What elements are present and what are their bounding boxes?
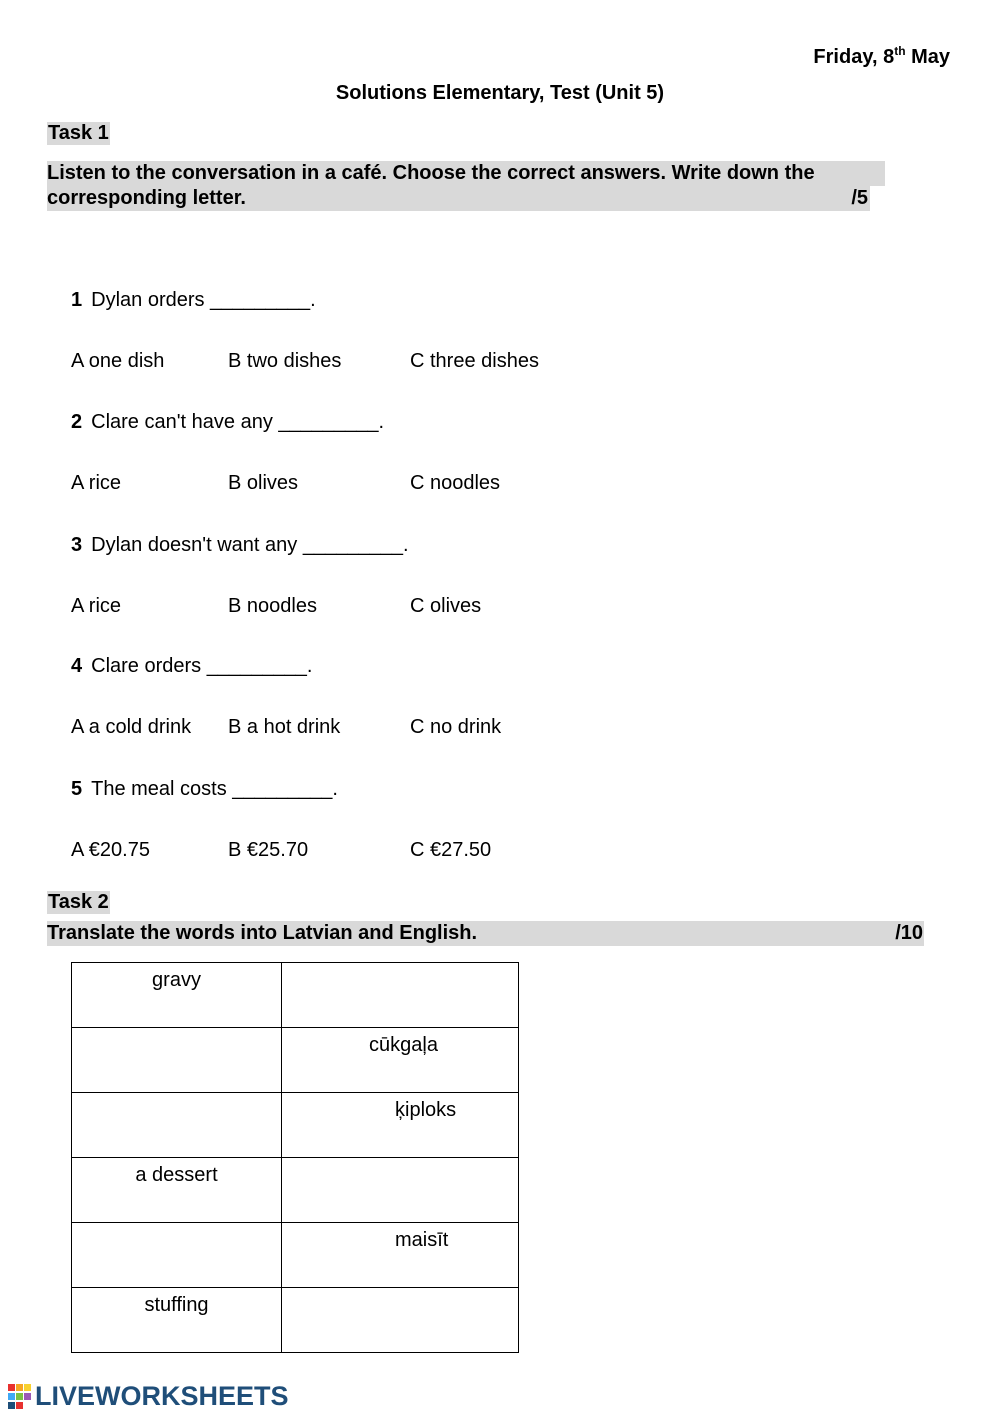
question-2-option-c[interactable]: C noodles — [410, 472, 501, 494]
english-cell[interactable]: a dessert — [72, 1158, 282, 1223]
question-5-option-b[interactable]: B €25.70 — [228, 839, 309, 861]
table-row — [72, 1093, 519, 1158]
task1-instruction — [47, 161, 885, 211]
english-cell[interactable] — [72, 1093, 282, 1158]
question-1-option-a[interactable]: A one dish — [71, 350, 165, 372]
task1-label: Task 1 — [48, 122, 109, 144]
question-3: 3 Dylan doesn't want any _________. — [71, 534, 409, 556]
page-title: Solutions Elementary, Test (Unit 5) — [335, 82, 665, 104]
latvian-cell[interactable]: cūkgaļa — [282, 1028, 519, 1093]
english-cell[interactable] — [72, 1223, 282, 1288]
english-cell[interactable]: gravy — [72, 963, 282, 1028]
question-3-option-b[interactable]: B noodles — [228, 595, 317, 617]
liveworksheets-logo[interactable] — [8, 1381, 289, 1412]
table-row — [72, 963, 519, 1028]
english-cell[interactable] — [72, 1028, 282, 1093]
question-4: 4 Clare orders _________. — [71, 655, 313, 677]
question-1-option-c[interactable]: C three dishes — [410, 350, 539, 372]
task1-instruction-line1: Listen to the conversation in a café. Choose the correct answers. Write down the — [47, 161, 885, 186]
question-2-option-b[interactable]: B olives — [228, 472, 299, 494]
question-5-option-a[interactable]: A €20.75 — [71, 839, 150, 861]
latvian-cell[interactable]: ķiploks — [282, 1093, 519, 1158]
question-2-option-a[interactable]: A rice — [71, 472, 122, 494]
question-4-option-b[interactable]: B a hot drink — [228, 716, 341, 738]
task2-score: /10 — [895, 922, 923, 944]
latvian-cell[interactable] — [282, 1158, 519, 1223]
question-2: 2 Clare can't have any _________. — [71, 411, 385, 433]
question-5-option-c[interactable]: C €27.50 — [410, 839, 492, 861]
task1-score: /5 — [851, 187, 868, 209]
latvian-cell[interactable] — [282, 963, 519, 1028]
table-row — [72, 1223, 519, 1288]
question-5: 5 The meal costs _________. — [71, 778, 338, 800]
task1-instruction-line2: corresponding letter. /5 — [47, 187, 868, 209]
question-1: 1 Dylan orders _________. — [71, 289, 316, 311]
question-1-option-b[interactable]: B two dishes — [228, 350, 342, 372]
english-cell[interactable]: stuffing — [72, 1288, 282, 1353]
task2-instruction: Translate the words into Latvian and English. /10 — [47, 922, 923, 944]
translation-table — [71, 962, 519, 1353]
date: Friday, 8th May — [813, 44, 950, 68]
table-row — [72, 1158, 519, 1223]
question-4-option-c[interactable]: C no drink — [410, 716, 502, 738]
question-4-option-a[interactable]: A a cold drink — [71, 716, 192, 738]
table-row — [72, 1028, 519, 1093]
liveworksheets-logo-icon — [8, 1384, 32, 1410]
table-row — [72, 1288, 519, 1353]
task2-label: Task 2 — [48, 891, 109, 913]
question-3-option-c[interactable]: C olives — [410, 595, 482, 617]
question-3-option-a[interactable]: A rice — [71, 595, 122, 617]
logo-text: LIVEWORKSHEETS — [35, 1381, 289, 1411]
latvian-cell[interactable] — [282, 1288, 519, 1353]
latvian-cell[interactable]: maisīt — [282, 1223, 519, 1288]
